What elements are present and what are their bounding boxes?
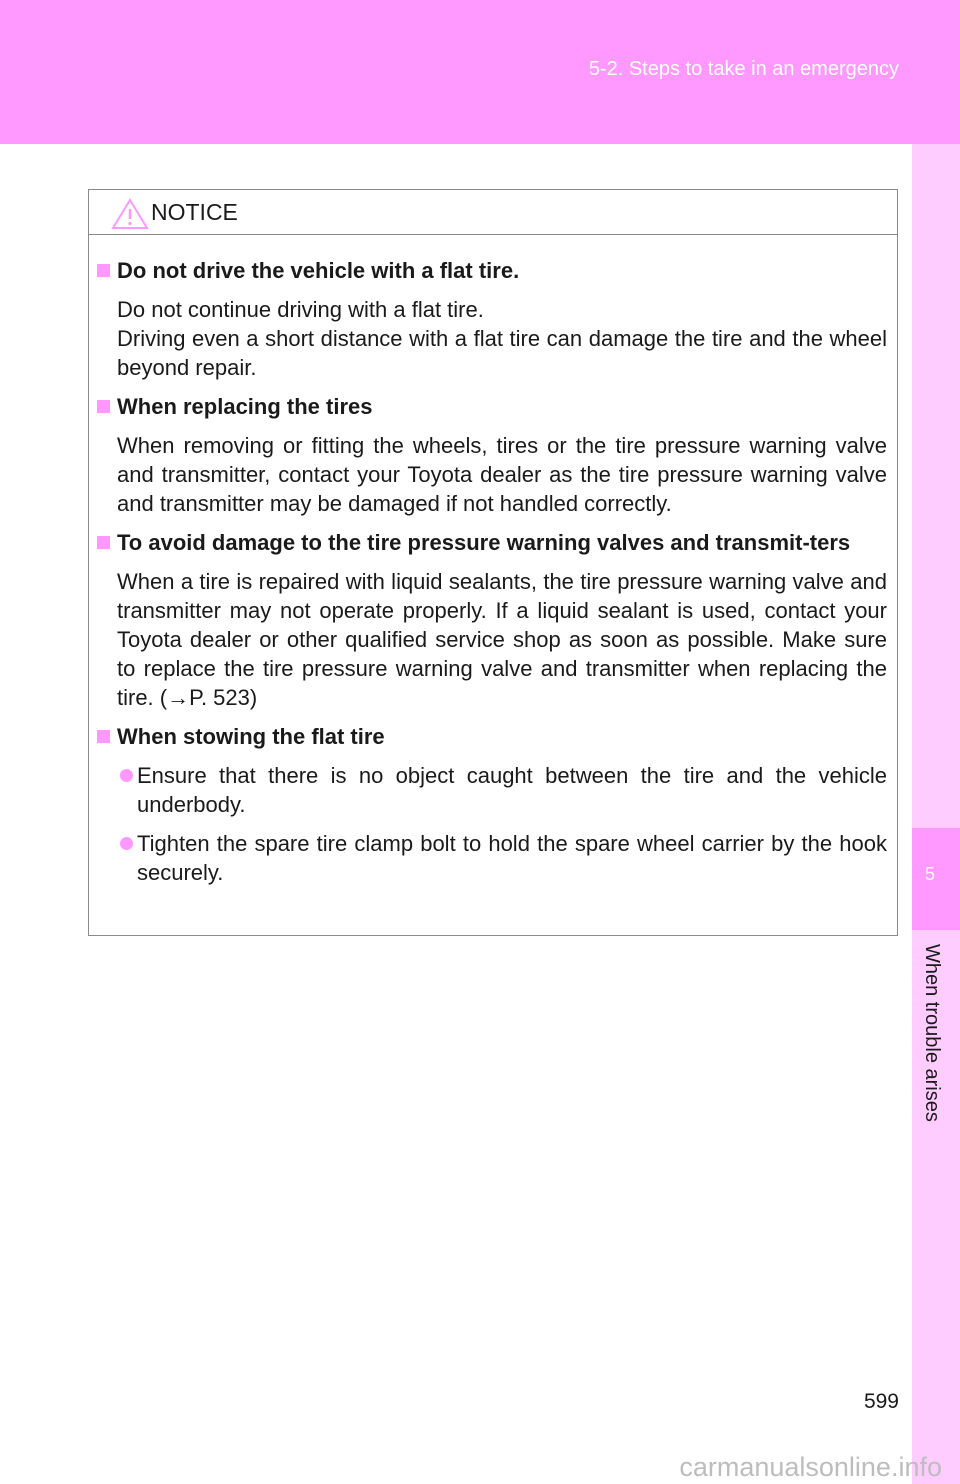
side-tab: [912, 144, 960, 1484]
notice-box: [88, 189, 898, 936]
notice-label: NOTICE: [151, 199, 238, 225]
section-heading: To avoid damage to the tire pressure warning valves and transmit-ters: [96, 528, 887, 557]
section-heading: Do not drive the vehicle with a flat tire.: [96, 256, 887, 285]
section-paragraph: Do not continue driving with a flat tire.: [117, 297, 484, 322]
circle-bullet-icon: [120, 769, 133, 782]
notice-body: [89, 235, 897, 887]
section-title: 5-2. Steps to take in an emergency: [588, 58, 899, 80]
list-item: Ensure that there is no object caught between the tire and the vehicle underbody.: [96, 761, 887, 819]
square-bullet-icon: [97, 264, 110, 277]
notice-section-flat-tire: [96, 256, 887, 382]
notice-header: [89, 190, 897, 235]
watermark: carmanualsonline.info: [679, 1452, 942, 1482]
section-heading: When replacing the tires: [96, 392, 887, 421]
section-paragraph: Driving even a short distance with a flat tire can damage the tire and the wheel beyond repair.: [117, 326, 887, 380]
square-bullet-icon: [97, 536, 110, 549]
list-item: Tighten the spare tire clamp bolt to hold the spare wheel carrier by the hook securely.: [96, 829, 887, 887]
section-heading: When stowing the flat tire: [96, 722, 887, 751]
section-paragraph: When a tire is repaired with liquid sealants, the tire pressure warning valve and transmitter may not operate properly. If a liquid sealant is used, contact your Toyota dealer or other qualified service shop as soon as possible. Make sure to replace the tire pressure warning valve and transmitter when replacing the tire. (→P. 523): [117, 569, 887, 710]
circle-bullet-icon: [120, 837, 133, 850]
notice-section-avoid-damage: [96, 528, 887, 712]
page-number: 599: [863, 1390, 899, 1413]
notice-section-replacing-tires: [96, 392, 887, 518]
chapter-number: 5: [924, 864, 935, 884]
section-paragraph: When removing or fitting the wheels, tires or the tire pressure warning valve and transmitter, contact your Toyota dealer as the tire pressure warning valve and transmitter may be damaged if not handled correctly.: [117, 433, 887, 516]
square-bullet-icon: [97, 400, 110, 413]
warning-triangle-icon: [111, 198, 149, 230]
notice-section-stowing-flat-tire: [96, 722, 887, 887]
square-bullet-icon: [97, 730, 110, 743]
chapter-label: When trouble arises: [921, 944, 943, 1122]
